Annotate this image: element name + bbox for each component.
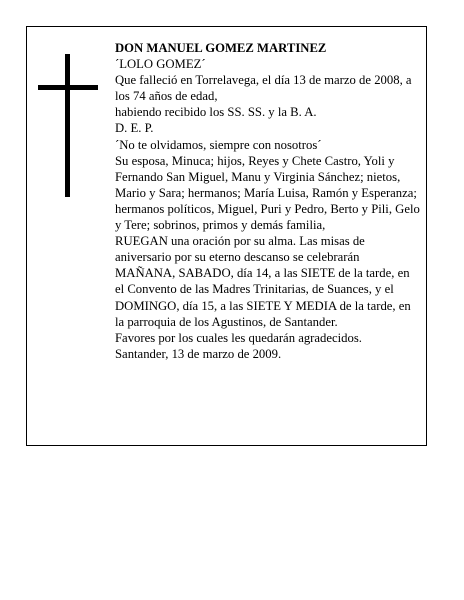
- rip-line: D. E. P.: [115, 121, 154, 136]
- obituary-text: [115, 40, 420, 362]
- thanks-line: Favores por los cuales les quedarán agradecidos.: [115, 330, 362, 345]
- cross-icon-horizontal-bar: [38, 85, 98, 90]
- sacraments-line: habiendo recibido los SS. SS. y la B. A.: [115, 105, 317, 120]
- motto-line: ´No te olvidamos, siempre con nosotros´: [115, 137, 322, 152]
- mass-request-paragraph: RUEGAN una oración por su alma. Las misas de aniversario por su eterno descanso se celebrarán MAÑANA, SABADO, día 14, a las SIETE de la tarde, en el Convento de las Madres Trinitarias, de Suances, y el DOMINGO, día 15, a las SIETE Y MEDIA de la tarde, en la parroquia de los Agustinos, de Santander.: [115, 234, 411, 329]
- death-details: Que falleció en Torrelavega, el día 13 de marzo de 2008, a los 74 años de edad,: [115, 73, 412, 104]
- place-date-line: Santander, 13 de marzo de 2009.: [115, 346, 282, 361]
- cross-icon-vertical-bar: [65, 54, 70, 197]
- family-paragraph: Su esposa, Minuca; hijos, Reyes y Chete Castro, Yoli y Fernando San Miguel, Manu y Virginia Sánchez; nietos, Mario y Sara; hermanos; María Luisa, Ramón y Esperanza; hermanos políticos, Miguel, Puri y Pedro, Berto y Pili, Gelo y Tere; sobrinos, primos y demás familia,: [115, 153, 420, 233]
- deceased-name: DON MANUEL GOMEZ MARTINEZ: [115, 41, 327, 55]
- deceased-nickname: ´LOLO GOMEZ´: [115, 57, 206, 72]
